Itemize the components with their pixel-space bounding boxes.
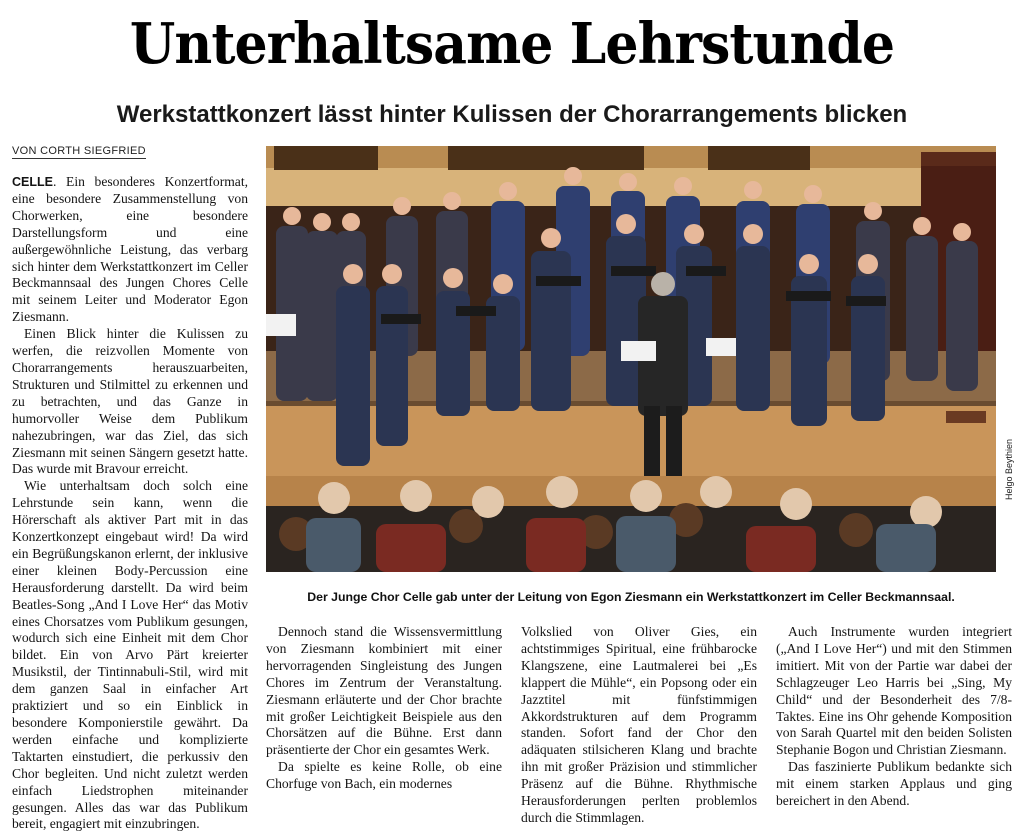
dateline: CELLE <box>12 175 53 189</box>
paragraph: Wie unterhaltsam doch solch eine Lehrstunde sein kann, wenn die Hörerschaft als aktiver Part mit in das Konzertkonzept eingebaut wird! Da wird ein Begrüßungskanon erlernt, der inklusive einer kleinen Body-Percussion eine Herausforderung darstellt. Da wird beim Beatles-Song „And I Love Her“ das Motiv eines Chorsatzes vom Publikum gesungen, wodurch sich eine Einheit mit dem Chor bildet. Ein von Arvo Pärt kreierter Musikstil, der Tintinnabuli-Stil, wird mit dem ganzen Saal in einfacher Art praktiziert und so ein Einblick in besondere Komponierstile gewährt. Da werden einfache und komplizierte Taktarten einstudiert, die perkussiv den Chor begleiten. Und nicht zuletzt werden einfach Liedstrophen miteinander gesungen. Alles das war das Publikum bereit, engagiert mit einzubringen. <box>12 478 248 832</box>
paragraph: Das faszinierte Publikum bedankte sich mit einem starken Applaus und ging bereichert in den Abend. <box>776 759 1012 809</box>
photo-caption: Der Junge Chor Celle gab unter der Leitung von Egon Ziesmann ein Werkstattkonzert im Celler Beckmannsaal. <box>307 590 955 604</box>
text-column-3 <box>521 624 757 827</box>
byline: VON CORTH SIEGFRIED <box>12 145 146 157</box>
choir-photo <box>266 146 996 572</box>
paragraph: Dennoch stand die Wissensvermittlung von Ziesmann kombiniert mit einer hervorragenden Singleistung des Jungen Chores im Zentrum der Veranstaltung. Ziesmann erläuterte und der Chor brachte mit großer Leichtigkeit Beispiele aus den Chorsätzen auf die Bühne. Erst dann präsentierte der Chor ein gesamtes Werk. <box>266 624 502 758</box>
paragraph: Einen Blick hinter die Kulissen zu werfen, die reizvollen Momente von Chorarrangements herauszuarbeiten, Strukturen und Stilmittel zu erkennen und zu betrachten, und das Ganze in humorvoller Weise dem Publikum nahezubringen, war das Ziel, das sich Ziesmann mit seinen Sängern gesetzt hatte. Das wurde mit Bravour erreicht. <box>12 326 248 477</box>
paragraph: Volkslied von Oliver Gies, ein achtstimmiges Spiritual, eine frühbarocke Klangszene, eine Lautmalerei bei „Es klappert die Mühle“, ein Popsong oder ein Jazztitel mit fünfstimmigen Akkordstrukturen auf dem Programm standen. Sofort fand der Chor den adäquaten stilsicheren Klang und brachte ihn mit großer Präzision und stimmlicher Präsenz auf die Bühne. Rhythmische Herausforderungen perlten problemlos durch die Stimmlagen. <box>521 624 757 825</box>
photo-credit: Helgo Beythien <box>1004 438 1014 500</box>
text-column-1 <box>12 174 248 833</box>
text-column-4 <box>776 624 1012 810</box>
text-column-2 <box>266 624 502 793</box>
paragraph: Auch Instrumente wurden integriert („And I Love Her“) und mit den Stimmen imitiert. Mit von der Partie war dabei der Schlagzeuger Leo Harris bei „Sing, My Child“ und der Besonderheit des 7/8-Taktes. Eine ins Ohr gehende Komposition von Sarah Quartel mit den beiden Solisten Stephanie Bogon und Christian Ziesmann. <box>776 624 1012 758</box>
article-subheadline: Werkstattkonzert lässt hinter Kulissen der Chorarrangements blicken <box>116 101 908 128</box>
article-headline: Unterhaltsame Lehrstunde <box>129 11 895 77</box>
paragraph: Da spielte es keine Rolle, ob eine Chorfuge von Bach, ein modernes <box>266 759 502 792</box>
paragraph-text: . Ein besonderes Konzertformat, eine besondere Zusammenstellung von Chorwerken, eine besondere Darstellungsform und eine außergewöhnliche Leistung, das verbarg sich hinter dem Werkstattkonzert im Celler Beckmannsaal des Jungen Chores Celle mit seinem Leiter und Moderator Egon Ziesmann. <box>12 174 248 325</box>
paragraph <box>12 174 248 326</box>
